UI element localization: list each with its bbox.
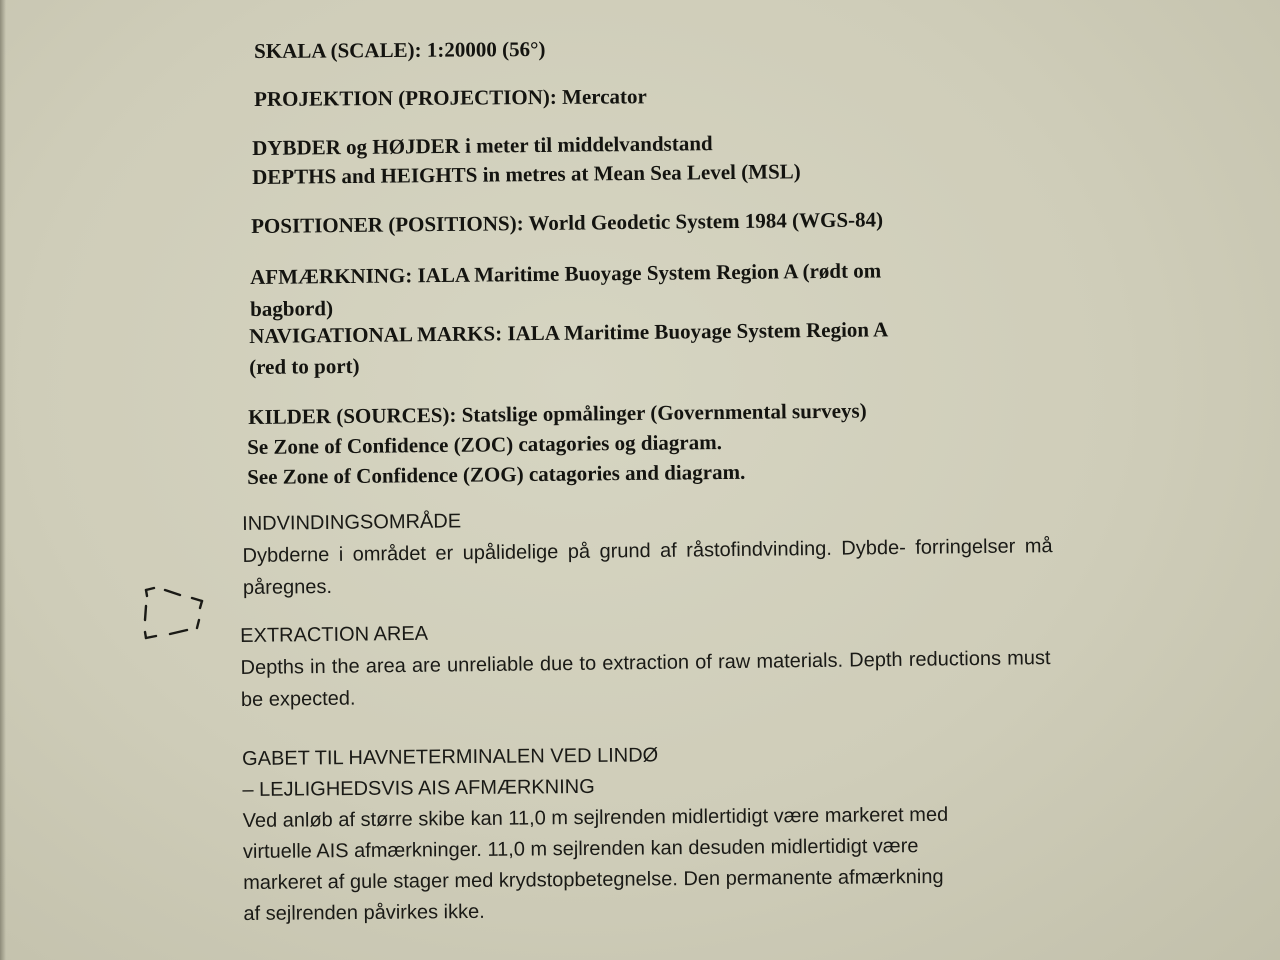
marks-note-danish-line-1: AFMÆRKNING: IALA Maritime Buoyage System Region A (rødt om xyxy=(250,258,882,289)
extraction-note-english xyxy=(240,610,1051,716)
depths-note-danish: DYBDER og HØJDER i meter til middelvandstand xyxy=(252,131,713,160)
dashed-boundary-icon xyxy=(140,584,208,642)
zoc-note-english: See Zone of Confidence (ZOG) catagories and diagram. xyxy=(247,459,746,489)
lindo-heading-line-1: GABET TIL HAVNETERMINALEN VED LINDØ xyxy=(242,744,659,770)
lindo-text-line-3: markeret af gule stager med krydstopbetegnelse. Den permanente afmærkning xyxy=(243,865,944,894)
projection-note: PROJEKTION (PROJECTION): Mercator xyxy=(254,84,647,111)
lindo-ais-note xyxy=(242,738,949,930)
marks-note-english-line-2: (red to port) xyxy=(249,353,360,379)
lindo-text-line-1: Ved anløb af større skibe kan 11,0 m sejlrenden midlertidigt være markeret med xyxy=(242,803,949,832)
depths-note-english: DEPTHS and HEIGHTS in metres at Mean Sea Level (MSL) xyxy=(252,159,801,189)
lindo-heading-line-2: – LEJLIGHEDSVIS AIS AFMÆRKNING xyxy=(242,775,595,801)
extraction-heading-english: EXTRACTION AREA xyxy=(240,622,429,647)
sources-note: KILDER (SOURCES): Statslige opmålinger (Governmental surveys) xyxy=(248,398,867,429)
extraction-text-danish: Dybderne i området er upålidelige på grund af råstofindvinding. Dybde- forringelser må påregnes. xyxy=(242,535,1053,599)
extraction-note-danish xyxy=(242,498,1053,604)
extraction-text-english: Depths in the area are unreliable due to extraction of raw materials. Depth reductions must be expected. xyxy=(240,647,1051,711)
positions-note: POSITIONER (POSITIONS): World Geodetic System 1984 (WGS-84) xyxy=(251,207,884,238)
page-edge-shadow xyxy=(0,0,6,960)
marks-note-english-line-1: NAVIGATIONAL MARKS: IALA Maritime Buoyage System Region A xyxy=(249,317,889,348)
lindo-text-line-2: virtuelle AIS afmærkninger. 11,0 m sejlrenden kan desuden midlertidigt være xyxy=(242,835,919,863)
scale-note: SKALA (SCALE): 1:20000 (56°) xyxy=(254,36,546,63)
lindo-text-line-4: af sejlrenden påvirkes ikke. xyxy=(243,900,485,925)
zoc-note-danish: Se Zone of Confidence (ZOC) catagories og diagram. xyxy=(247,430,723,459)
extraction-heading-danish: INDVINDINGSOMRÅDE xyxy=(242,510,462,535)
marks-note-danish-line-2: bagbord) xyxy=(250,296,334,321)
